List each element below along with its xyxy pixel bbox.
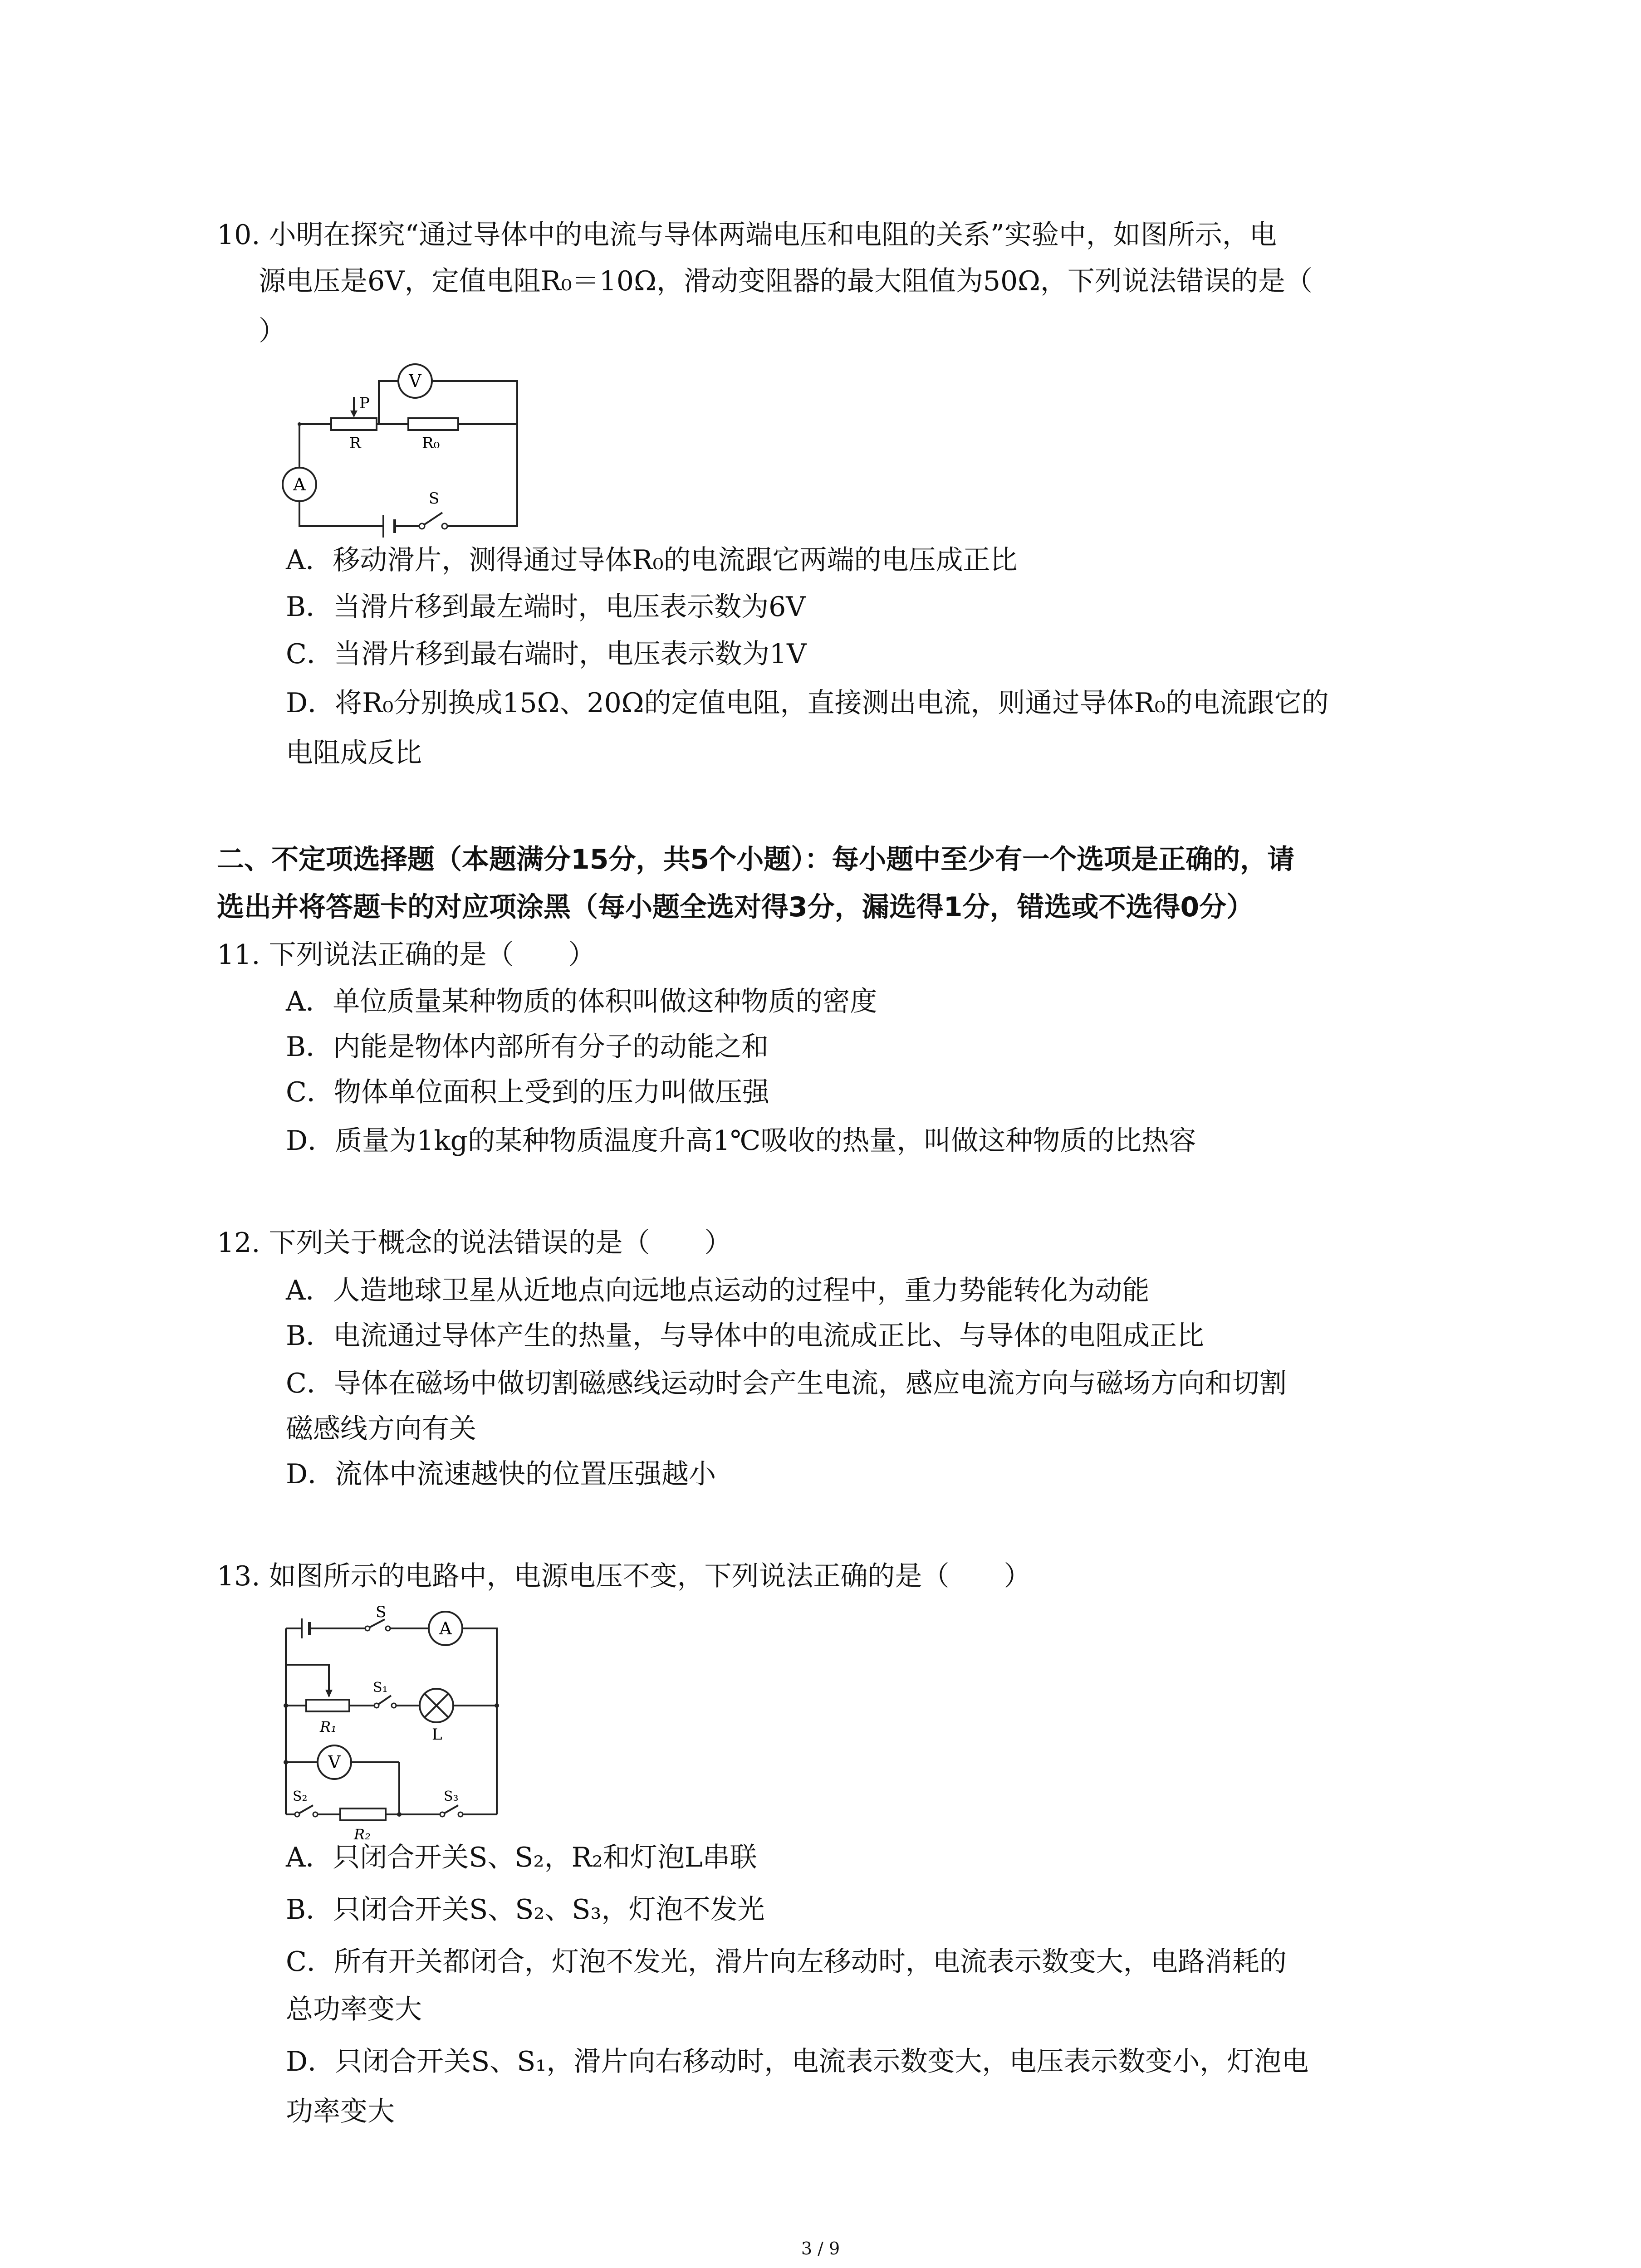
q10-voltmeter-label: V: [409, 371, 421, 391]
q13-option-d-line2: 功率变大: [286, 2096, 395, 2127]
q10-r0-label: R₀: [422, 434, 440, 452]
q10-option-b: B．当滑片移到最左端时，电压表示数为6V: [286, 591, 806, 623]
q12-stem: 12. 下列关于概念的说法错误的是（ ）: [217, 1227, 732, 1259]
q10-switch-label: S: [429, 489, 440, 508]
q10-stem-line1: 10. 小明在探究“通过导体中的电流与导体两端电压和电阻的关系”实验中，如图所示，电: [217, 219, 1277, 251]
q13-option-c-line1: C．所有开关都闭合，灯泡不发光，滑片向左移动时，电流表示数变大，电路消耗的: [286, 1946, 1287, 1978]
q13-lamp-label: L: [432, 1725, 442, 1744]
q10-option-c: C．当滑片移到最右端时，电压表示数为1V: [286, 638, 807, 670]
section2-heading-line2: 选出并将答题卡的对应项涂黑（每小题全选对得3分，漏选得1分，错选或不选得0分）: [217, 891, 1254, 923]
page-number: 3 / 9: [801, 2239, 840, 2258]
q10-circuit-diagram: [272, 354, 544, 540]
q12-option-c-line1: C．导体在磁场中做切割磁感线运动时会产生电流，感应电流方向与磁场方向和切割: [286, 1368, 1287, 1399]
q10-rheostat-label: R: [349, 434, 361, 452]
q10-stem-line3: ）: [259, 315, 286, 347]
q13-option-c-line2: 总功率变大: [286, 1994, 422, 2025]
q13-ammeter-label: A: [439, 1618, 452, 1638]
q10-stem-line2: 源电压是6V，定值电阻R₀＝10Ω，滑动变阻器的最大阻值为50Ω，下列说法错误的是（: [259, 265, 1313, 297]
q13-circuit-diagram: [272, 1601, 508, 1842]
q10-option-a: A．移动滑片，测得通过导体R₀的电流跟它两端的电压成正比: [286, 544, 1018, 576]
q13-option-d-line1: D．只闭合开关S、S₁，滑片向右移动时，电流表示数变大，电压表示数变小，灯泡电: [286, 2046, 1309, 2077]
q13-switch-s1-label: S₁: [373, 1680, 388, 1696]
q12-option-b: B．电流通过导体产生的热量，与导体中的电流成正比、与导体的电阻成正比: [286, 1320, 1205, 1352]
q12-option-c-line2: 磁感线方向有关: [286, 1413, 476, 1445]
q13-switch-s3-label: S₃: [444, 1789, 459, 1804]
q11-option-d: D．质量为1kg的某种物质温度升高1℃吸收的热量，叫做这种物质的比热容: [286, 1125, 1196, 1157]
q13-switch-s-label: S: [376, 1603, 387, 1621]
q13-stem: 13. 如图所示的电路中，电源电压不变，下列说法正确的是（ ）: [217, 1560, 1031, 1592]
q13-r1-label: R₁: [320, 1718, 337, 1735]
q11-stem: 11. 下列说法正确的是（ ）: [217, 939, 596, 971]
section2-heading-line1: 二、不定项选择题（本题满分15分，共5个小题）：每小题中至少有一个选项是正确的，请: [217, 844, 1295, 875]
q11-option-a: A．单位质量某种物质的体积叫做这种物质的密度: [286, 986, 877, 1017]
q10-ammeter-label: A: [293, 474, 306, 494]
q13-option-a: A．只闭合开关S、S₂，R₂和灯泡L串联: [286, 1842, 757, 1873]
q13-r2-label: R₂: [354, 1826, 371, 1842]
q11-option-c: C．物体单位面积上受到的压力叫做压强: [286, 1076, 769, 1108]
q12-option-d: D．流体中流速越快的位置压强越小: [286, 1458, 716, 1490]
q13-option-b: B．只闭合开关S、S₂、S₃，灯泡不发光: [286, 1894, 765, 1926]
q11-option-b: B．内能是物体内部所有分子的动能之和: [286, 1031, 769, 1063]
q10-option-d-line2: 电阻成反比: [286, 737, 422, 769]
q10-option-d-line1: D．将R₀分别换成15Ω、20Ω的定值电阻，直接测出电流，则通过导体R₀的电流跟它的: [286, 687, 1329, 719]
q13-switch-s2-label: S₂: [293, 1789, 308, 1804]
q12-option-a: A．人造地球卫星从近地点向远地点运动的过程中，重力势能转化为动能: [286, 1275, 1150, 1306]
q10-slider-label: P: [359, 394, 370, 412]
q13-voltmeter-label: V: [328, 1752, 341, 1772]
